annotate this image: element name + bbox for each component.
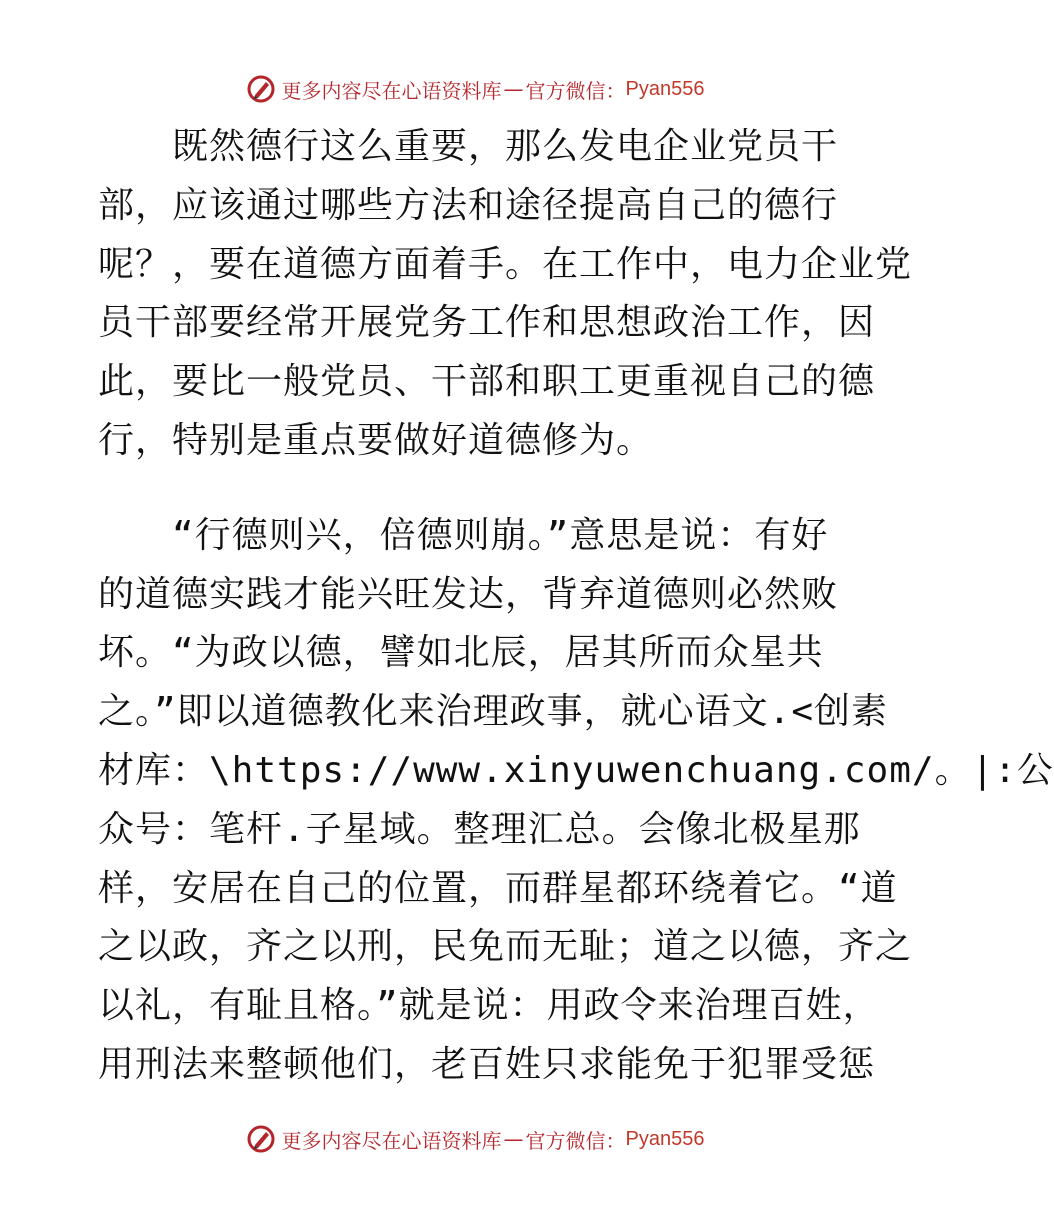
text-line: 坏。“为政以德，譬如北辰，居其所而众星共 bbox=[98, 632, 824, 674]
text-line: 行，特别是重点要做好道德修为。 bbox=[98, 419, 654, 461]
header-wechat-id: Pyan556 bbox=[625, 77, 705, 100]
text-line: 员干部要经常开展党务工作和思想政治工作，因 bbox=[98, 302, 876, 344]
paragraph-2 bbox=[98, 507, 1054, 1095]
footer-wechat-label: 官方微信： bbox=[525, 1128, 626, 1153]
pen-logo-icon bbox=[246, 1124, 276, 1154]
text-line: 的道德实践才能兴旺发达，背弃道德则必然败 bbox=[98, 573, 839, 615]
text-line: 部，应该通过哪些方法和途径提高自己的德行 bbox=[98, 184, 839, 226]
pen-logo-icon bbox=[246, 74, 276, 104]
header-dash: — bbox=[503, 77, 524, 101]
text-line: 以礼，有耻且格。”就是说：用政令来治理百姓， bbox=[98, 985, 880, 1027]
header-wechat-label: 官方微信： bbox=[525, 78, 626, 103]
header-slogan: 更多内容尽在心语资料库 bbox=[281, 78, 502, 103]
text-line: 样，安居在自己的位置，而群星都环绕着它。“道 bbox=[98, 867, 898, 909]
text-line: “行德则兴，倍德则崩。”意思是说：有好 bbox=[98, 514, 829, 556]
footer-slogan: 更多内容尽在心语资料库 bbox=[281, 1128, 502, 1153]
document-body bbox=[98, 118, 1054, 1095]
text-line: 此，要比一般党员、干部和职工更重视自己的德 bbox=[98, 361, 876, 403]
header-banner bbox=[0, 74, 950, 104]
text-line: 既然德行这么重要，那么发电企业党员干 bbox=[98, 126, 839, 167]
paragraph-1 bbox=[98, 118, 913, 471]
text-line: 用刑法来整顿他们，老百姓只求能免于犯罪受惩 bbox=[98, 1043, 876, 1085]
footer-dash: — bbox=[503, 1127, 524, 1151]
text-line: 之。”即以道德教化来治理政事，就心语文.<创素 bbox=[98, 691, 889, 733]
text-line: 众号：笔杆.子星域。整理汇总。会像北极星那 bbox=[98, 808, 861, 850]
text-line: 材库：\https://www.xinyuwenchuang.com/。|:公 bbox=[98, 749, 1054, 791]
text-line: 之以政，齐之以刑，民免而无耻；道之以德，齐之 bbox=[98, 926, 913, 968]
text-line: 呢？，要在道德方面着手。在工作中，电力企业党 bbox=[98, 243, 913, 285]
footer-banner bbox=[0, 1124, 950, 1154]
footer-wechat-id: Pyan556 bbox=[625, 1127, 705, 1150]
